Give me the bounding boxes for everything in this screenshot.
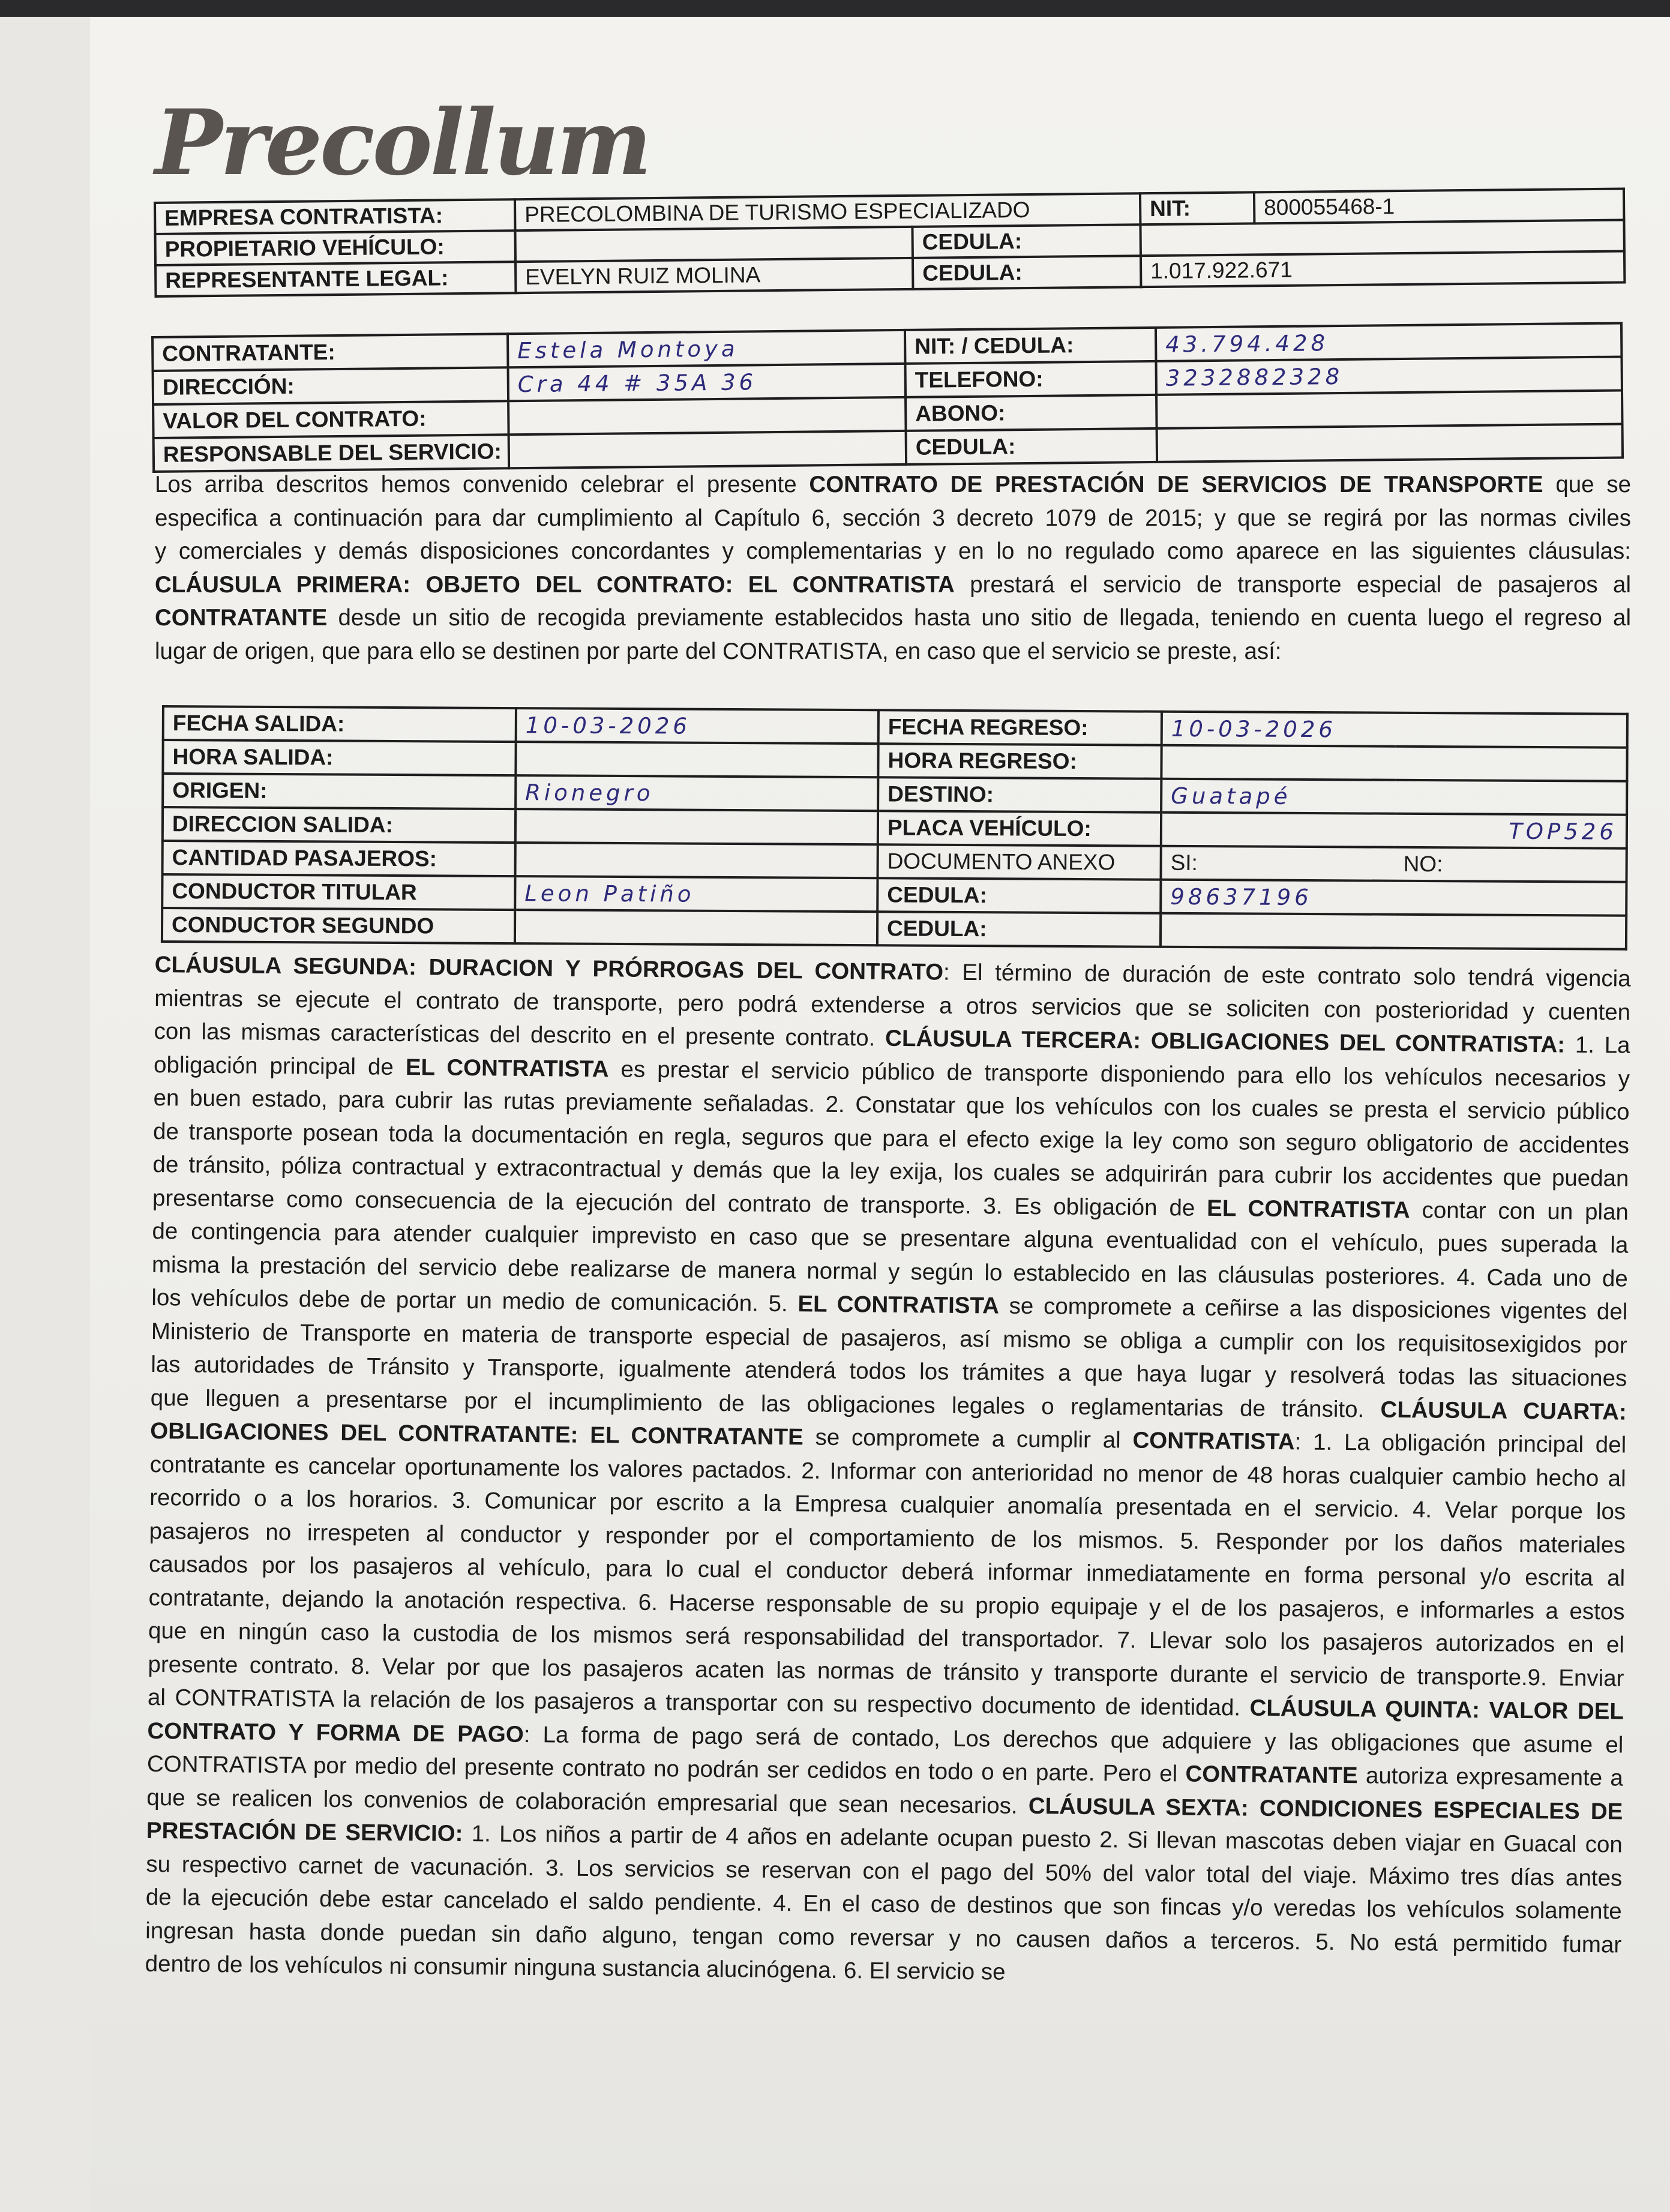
nit-cedula-value: 43.794.428 bbox=[1156, 323, 1622, 361]
clause-line: misma la prestación del servicio debe realizarse de manera normal y según lo establecido en las cláusulas posteriores. 4. Cada uno de bbox=[151, 1251, 1629, 1292]
responsable-value bbox=[509, 431, 907, 468]
label-direccion-salida: DIRECCION SALIDA: bbox=[163, 807, 515, 843]
label-nit: NIT: bbox=[1140, 192, 1254, 224]
clause-line: OBLIGACIONES DEL CONTRATANTE: EL CONTRATANTE se compromete a cumplir al CONTRATISTA: 1. La obligación principal del bbox=[150, 1417, 1627, 1458]
label-cantidad: CANTIDAD PASAJEROS: bbox=[163, 841, 515, 876]
label-representante: REPRESENTANTE LEGAL: bbox=[155, 262, 515, 296]
cedula-propietario-value bbox=[1140, 220, 1624, 256]
label-empresa: EMPRESA CONTRATISTA: bbox=[155, 199, 515, 234]
label-direccion: DIRECCIÓN: bbox=[153, 367, 509, 404]
cedula-responsable-value bbox=[1157, 424, 1623, 461]
direccion-value: Cra 44 # 35A 36 bbox=[508, 364, 906, 401]
label-hora-salida: HORA SALIDA: bbox=[163, 740, 515, 775]
top-edge bbox=[0, 0, 1670, 17]
intro-line: y comerciales y demás disposiciones concordantes y complementarias y en lo no regulado como aparece en las siguientes cláusulas: bbox=[155, 538, 1631, 564]
clause-line: los vehículos debe de portar un medio de comunicación. 5. EL CONTRATISTA se compromete a ceñirse a las disposiciones vigentes del bbox=[151, 1284, 1628, 1325]
clause-line: recorrido o a los horarios. 3. Comunicar por escrito a la Empresa cualquier anomalía presentada en el servicio. 4. Velar porque los bbox=[149, 1484, 1626, 1525]
cedula-segundo-value bbox=[1161, 913, 1626, 949]
label-telefono: TELEFONO: bbox=[905, 361, 1156, 397]
clause-line: mientras se ejecute el contrato de transporte, pero podrá extenderse a otros servicios que se soliciten con posterioridad y cuenten bbox=[154, 985, 1631, 1026]
clause-line: en buen estado, para cubrir las rutas previamente señaladas. 2. Constatar que los vehículos con los cuales se presta el servicio público bbox=[153, 1084, 1630, 1125]
label-nit-cedula: NIT: / CEDULA: bbox=[905, 328, 1156, 364]
contratante-table bbox=[151, 322, 1624, 473]
label-placa: PLACA VEHÍCULO: bbox=[878, 811, 1161, 846]
fecha-salida-value: 10-03-2026 bbox=[516, 708, 879, 744]
hora-salida-value bbox=[515, 742, 878, 777]
empresa-table bbox=[154, 187, 1626, 298]
clause-line: CONTRATO Y FORMA DE PAGO: La forma de pago será de contado, Los derechos que adquiere y las obligaciones que asume el bbox=[147, 1718, 1624, 1758]
label-cedula-propietario: CEDULA: bbox=[912, 224, 1140, 258]
clause-line: CLÁUSULA SEGUNDA: DURACION Y PRÓRROGAS DEL CONTRATO: El término de duración de este contrato solo tendrá vigencia bbox=[154, 951, 1631, 992]
clause-line: que lleguen a presentarse por el incumplimiento de las obligaciones legales o reglamentarias de tránsito. CLÁUSULA CUARTA: bbox=[150, 1384, 1627, 1425]
label-propietario: PROPIETARIO VEHÍCULO: bbox=[155, 230, 515, 265]
label-origen: ORIGEN: bbox=[163, 774, 515, 809]
clause-line: Ministerio de Transporte en materia de transporte especial de pasajeros, así mismo se obliga a cumplir con los requisitosexigidos por bbox=[151, 1318, 1627, 1359]
direccion-salida-value bbox=[515, 809, 878, 844]
clause-line: contratante es cancelar oportunamente los valores pactados. 2. Informar con anterioridad no menor de 48 horas cualquier cambio hecho al bbox=[149, 1451, 1626, 1492]
cedula-conductor-value: 98637196 bbox=[1161, 880, 1626, 916]
intro-line: especifica a continuación para dar cumplimiento al Capítulo 6, sección 3 decreto 1079 de 2015; y que se regirá por las normas civiles bbox=[155, 505, 1631, 531]
label-conductor-segundo: CONDUCTOR SEGUNDO bbox=[162, 908, 515, 943]
clause-line: de tránsito, póliza contractual y extracontractual y demás que la ley exija, los cuales se adquirirán para cubrir los accidentes que puedan bbox=[152, 1151, 1629, 1192]
intro-line: lugar de origen, que para ello se destinen por parte del CONTRATISTA, en caso que el servicio se preste, así: bbox=[155, 638, 1282, 664]
nit-value: 800055468-1 bbox=[1254, 188, 1624, 223]
company-logo: Precollum bbox=[155, 90, 650, 196]
contratante-value: Estela Montoya bbox=[508, 330, 906, 367]
destino-value: Guatapé bbox=[1161, 779, 1627, 815]
clause-line: dentro de los vehículos ni consumir ninguna sustancia alucinógena. 6. El servicio se bbox=[145, 1950, 1006, 1985]
empresa-value: PRECOLOMBINA DE TURISMO ESPECIALIZADO bbox=[515, 193, 1140, 230]
clause-line: PRESTACIÓN DE SERVICIO: 1. Los niños a partir de 4 años en adelante ocupan puesto 2. Si llevan mascotas deben viajar en Guacal con bbox=[146, 1817, 1623, 1858]
intro-line: CLÁUSULA PRIMERA: OBJETO DEL CONTRATO: EL CONTRATISTA prestará el servicio de transporte especial de pasajeros al bbox=[155, 571, 1631, 598]
cedula-representante-value: 1.017.922.671 bbox=[1141, 251, 1624, 287]
label-conductor-titular: CONDUCTOR TITULAR bbox=[162, 874, 515, 910]
label-si: SI: bbox=[1161, 846, 1395, 881]
clause-line: que en ningún caso la custodia de los mismos será responsabilidad del transportador. 7. Llevar solo los pasajeros autorizados en el bbox=[148, 1617, 1625, 1658]
clause-line: obligación principal de EL CONTRATISTA es prestar el servicio público de transporte disponiendo para ello los vehículos necesarios y bbox=[153, 1051, 1630, 1092]
telefono-value: 3232882328 bbox=[1156, 356, 1622, 394]
clause-line: con las mismas características del descrito en el presente contrato. CLÁUSULA TERCERA: OBLIGACIONES DEL CONTRATISTA: 1. La bbox=[154, 1018, 1630, 1059]
origen-value: Rionegro bbox=[515, 775, 878, 811]
clause-line: las autoridades de Tránsito y Transporte, igualmente atenderá todos los trámites a que haya lugar y resolverá todas las situaciones bbox=[151, 1351, 1627, 1392]
fecha-regreso-value: 10-03-2026 bbox=[1162, 712, 1627, 748]
label-cedula-conductor: CEDULA: bbox=[877, 878, 1161, 913]
label-no: NO: bbox=[1395, 847, 1626, 882]
cantidad-value bbox=[515, 843, 878, 878]
clause-line: pasajeros no irrespeten al conductor y responder por el comportamiento de los mismos. 5. Responder por los daños materiales bbox=[149, 1518, 1626, 1558]
label-documento: DOCUMENTO ANEXO bbox=[878, 844, 1161, 879]
clause-line: contratante, dejando la anotación respectiva. 6. Hacerse responsable de su propio equipaje y el de los pasajeros, e informarles a estos bbox=[148, 1584, 1625, 1625]
conductor-segundo-value bbox=[515, 910, 877, 945]
intro-line: Los arriba descritos hemos convenido celebrar el presente CONTRATO DE PRESTACIÓN DE SERVICIOS DE TRANSPORTE que se bbox=[155, 472, 1631, 497]
label-cedula-segundo: CEDULA: bbox=[877, 912, 1161, 946]
clause-line: de transporte posean toda la documentación en regla, seguros que para el efecto exige la ley como son seguro obligatorio de accidentes bbox=[152, 1118, 1630, 1159]
clause-line: de contingencia para atender cualquier imprevisto en caso que se presentare alguna eventualidad con el vehículo, pues superada la bbox=[152, 1218, 1629, 1258]
clause-line: CONTRATISTA por medio del presente contrato no podrán ser cedidos en todo o en parte. Pero el CONTRATANTE autoriza expresamente a bbox=[146, 1751, 1624, 1791]
label-abono: ABONO: bbox=[906, 395, 1157, 431]
label-cedula-representante: CEDULA: bbox=[913, 256, 1141, 289]
label-cedula-responsable: CEDULA: bbox=[906, 428, 1158, 464]
intro-paragraph bbox=[155, 468, 1631, 668]
clause-line: su respectivo carnet de vacunación. 3. Los servicios se reservan con el pago del 50% del valor total del viaje. Máximo tres días antes bbox=[146, 1851, 1623, 1892]
conductor-titular-value: Leon Patiño bbox=[515, 876, 877, 912]
clause-line: presente contrato. 8. Velar por que los pasajeros acaten las normas de tránsito y transporte durante el servicio de transporte.9. Enviar bbox=[148, 1651, 1624, 1692]
representante-value: EVELYN RUIZ MOLINA bbox=[515, 258, 913, 293]
label-fecha-regreso: FECHA REGRESO: bbox=[879, 710, 1162, 745]
clause-line: causados por los pasajeros al vehículo, para lo cual el conductor deberá informar inmediatamente en forma personal y/o escrita al bbox=[148, 1551, 1626, 1591]
valor-value bbox=[508, 397, 906, 434]
hora-regreso-value bbox=[1161, 745, 1627, 781]
propietario-value bbox=[515, 227, 912, 262]
label-valor: VALOR DEL CONTRATO: bbox=[153, 401, 509, 438]
clause-line: presentarse como consecuencia de la ejecución del contrato de transporte. 3. Es obligación de EL CONTRATISTA contar con un plan bbox=[152, 1185, 1629, 1225]
clause-line: de la ejecución debe estar cancelado el saldo pendiente. 4. En el caso de destinos que son fincas y/o veredas los vehículos solamente bbox=[145, 1884, 1622, 1925]
abono-value bbox=[1156, 390, 1623, 428]
servicio-table bbox=[161, 705, 1629, 951]
label-hora-regreso: HORA REGRESO: bbox=[878, 744, 1161, 778]
label-destino: DESTINO: bbox=[878, 777, 1161, 812]
placa-value: TOP526 bbox=[1161, 813, 1627, 849]
label-responsable: RESPONSABLE DEL SERVICIO: bbox=[154, 434, 509, 472]
clause-line: al CONTRATISTA la relación de los pasajeros a transportar con su respectivo documento de identidad. CLÁUSULA QUINTA: VALOR DEL bbox=[147, 1684, 1624, 1725]
intro-line: CONTRATANTE desde un sitio de recogida previamente establecidos hasta uno sitio de llegada, teniendo en cuenta luego el regreso al bbox=[155, 605, 1631, 631]
label-fecha-salida: FECHA SALIDA: bbox=[163, 706, 516, 742]
clause-line: ingresan hasta donde puedan sin daño alguno, tengan como reversar y no causen daños a terceros. 5. No está permitido fumar bbox=[145, 1917, 1622, 1958]
label-contratante: CONTRATANTE: bbox=[152, 334, 508, 371]
clause-line: que se realicen los convenios de colaboración empresarial que sean necesarios. CLÁUSULA SEXTA: CONDICIONES ESPECIALES DE bbox=[146, 1784, 1623, 1825]
clauses-paragraph bbox=[145, 948, 1630, 1995]
